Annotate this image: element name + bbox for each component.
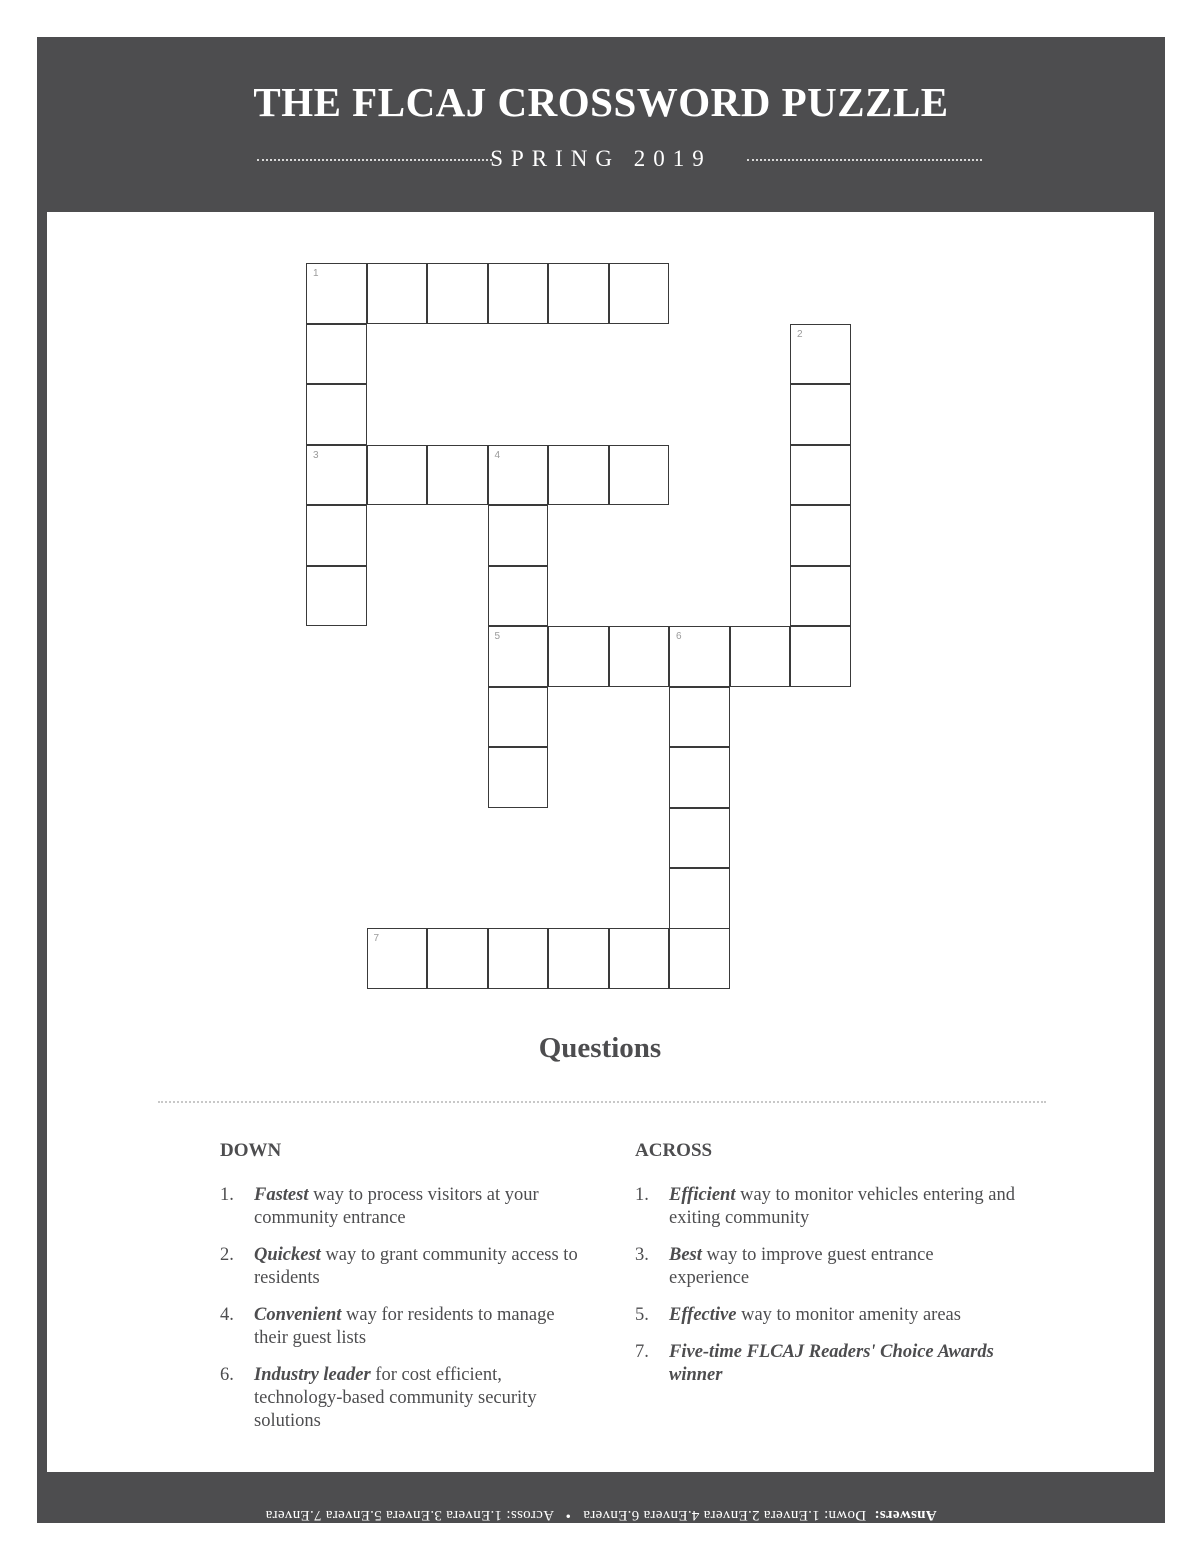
crossword-cell[interactable] [548,445,609,506]
clue-number: 3 [313,449,319,461]
clue-text: way to monitor vehicles entering and exiting community [669,1185,1015,1228]
down-heading: DOWN [220,1140,282,1161]
crossword-cell[interactable] [306,445,367,506]
crossword-cell[interactable] [488,445,549,506]
crossword-cell[interactable] [367,263,428,324]
clue-number: 4. [220,1305,234,1325]
clue-number: 5 [494,631,501,642]
clue-number: 1. [220,1185,234,1205]
crossword-cell[interactable] [306,566,367,627]
crossword-cell[interactable] [367,928,428,989]
clue-text: way to grant community access to residents [254,1245,578,1288]
crossword-cell[interactable] [669,687,730,748]
clue-across-5 [635,1304,1015,1327]
crossword-cell[interactable] [488,566,549,627]
crossword-cell[interactable] [790,566,851,627]
questions-heading: Questions [538,1032,662,1064]
clue-emphasis: Best [669,1245,702,1265]
clue-number: 4 [494,449,501,461]
crossword-cell[interactable] [669,747,730,808]
page-subtitle: SPRING 2019 [490,146,712,171]
crossword-cell[interactable] [669,868,730,929]
clue-emphasis: Quickest [254,1245,321,1265]
clue-across-3 [635,1244,1015,1290]
clue-emphasis: Effective [669,1305,737,1325]
crossword-cell[interactable] [609,263,670,324]
clue-emphasis: Five-time FLCAJ Readers' Choice Awards winner [669,1342,994,1385]
crossword-cell[interactable] [790,445,851,506]
answers-label: Answers: [874,1507,937,1523]
clue-emphasis: Efficient [669,1185,736,1205]
clue-down-4 [220,1304,580,1350]
crossword-cell[interactable] [367,445,428,506]
clue-emphasis: Industry leader [254,1365,371,1385]
clue-number: 1. [635,1185,649,1205]
crossword-cell[interactable] [609,445,670,506]
crossword-cell[interactable] [548,626,609,687]
crossword-cell[interactable] [790,626,851,687]
answers-key [37,1506,1165,1523]
clue-text: way to process visitors at your community entrance [254,1185,539,1228]
crossword-cell[interactable] [790,505,851,566]
clue-across-1 [635,1184,1015,1230]
crossword-cell[interactable] [427,928,488,989]
crossword-cell[interactable] [669,808,730,869]
across-clues [635,1140,1015,1387]
answers-separator: • [565,1507,571,1523]
crossword-cell[interactable] [488,263,549,324]
clue-emphasis: Convenient [254,1305,342,1325]
crossword-cell[interactable] [669,928,730,989]
clue-text: way for residents to manage their guest lists [254,1305,555,1348]
crossword-cell[interactable] [488,687,549,748]
answers-down: Down: 1.Envera 2.Envera 4.Envera 6.Envera [583,1507,867,1523]
clue-number: 2. [220,1245,234,1265]
crossword-cell[interactable] [609,626,670,687]
clue-down-6 [220,1364,580,1433]
crossword-cell[interactable] [488,626,549,687]
clue-text: way to improve guest entrance experience [669,1245,934,1288]
answers-across: Across: 1.Envera 3.Envera 5.Envera 7.Envera [265,1507,555,1523]
crossword-cell[interactable] [730,626,791,687]
clue-number: 1 [313,268,319,279]
clue-down-1 [220,1184,580,1230]
clue-number: 3. [635,1245,649,1265]
clue-number: 6 [676,631,682,642]
down-clues [220,1140,580,1433]
clue-number: 6. [220,1365,234,1385]
crossword-cell[interactable] [790,324,851,385]
crossword-cell[interactable] [306,505,367,566]
crossword-cell[interactable] [488,928,549,989]
across-heading: ACROSS [635,1140,713,1161]
page-title: THE FLCAJ CROSSWORD PUZZLE [253,79,949,125]
clue-number: 2 [797,328,803,340]
crossword-cell[interactable] [669,626,730,687]
crossword-cell[interactable] [609,928,670,989]
crossword-cell[interactable] [427,263,488,324]
clue-across-7 [635,1341,1015,1387]
clue-number: 7 [373,933,380,944]
clue-number: 5. [635,1305,649,1325]
clue-text: for cost efficient, technology-based community security solutions [254,1365,537,1431]
clue-down-2 [220,1244,580,1290]
crossword-cell[interactable] [306,263,367,324]
clue-number: 7. [635,1342,649,1362]
crossword-cell[interactable] [488,747,549,808]
crossword-cell[interactable] [306,384,367,445]
clue-text: way to monitor amenity areas [736,1305,961,1325]
crossword-cell[interactable] [790,384,851,445]
crossword-cell[interactable] [548,263,609,324]
questions-divider [158,1101,1046,1103]
crossword-cell[interactable] [488,505,549,566]
crossword-cell[interactable] [548,928,609,989]
crossword-cell[interactable] [306,324,367,385]
clue-emphasis: Fastest [254,1185,309,1205]
crossword-cell[interactable] [427,445,488,506]
